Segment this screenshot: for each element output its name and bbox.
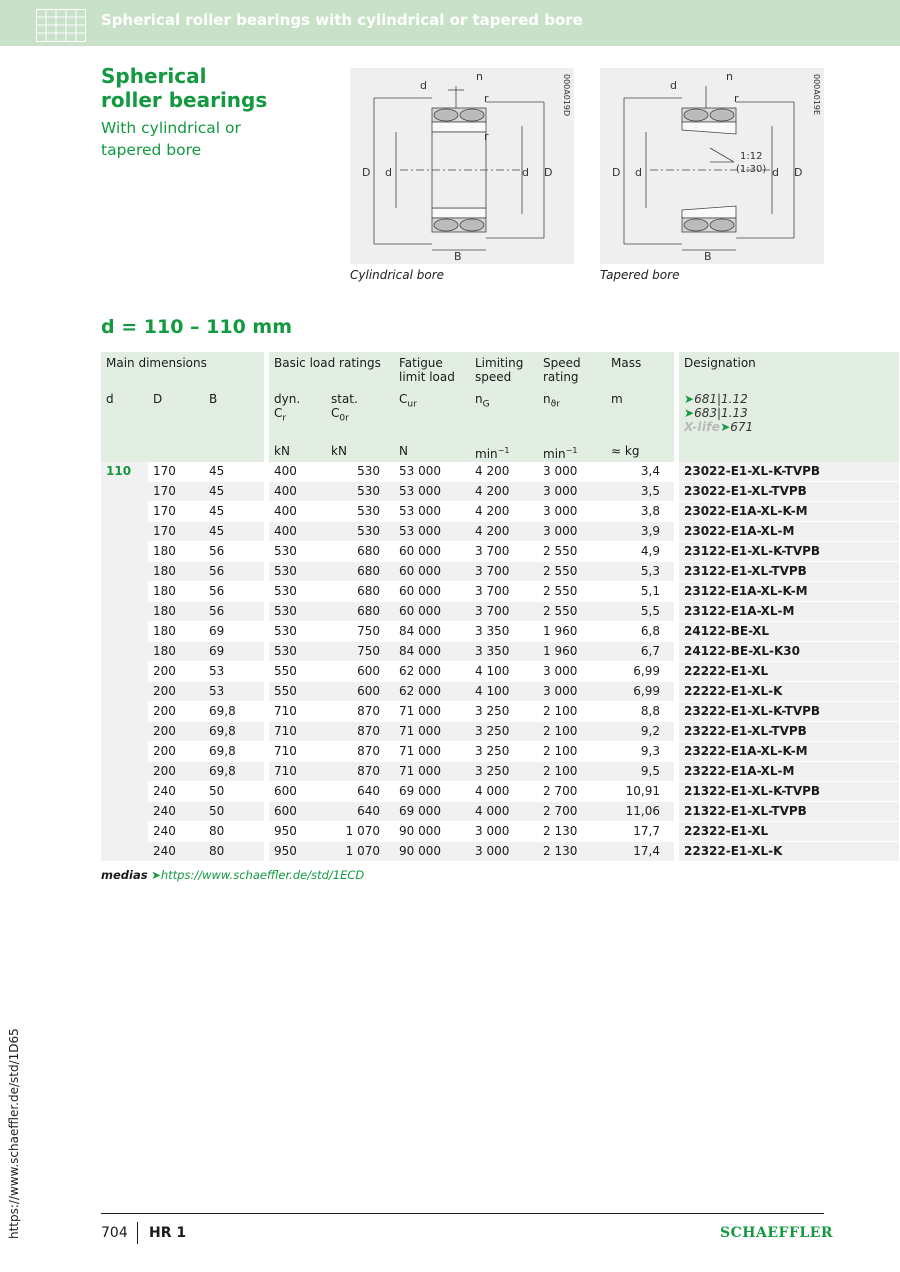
cell-Cr: 530 — [269, 542, 326, 562]
svg-text:B: B — [704, 250, 712, 263]
cell-nG: 3 350 — [470, 622, 538, 642]
cell-mass: 5,5 — [606, 602, 674, 622]
table-body — [101, 462, 899, 862]
table-row — [101, 542, 899, 562]
cell-ntr: 3 000 — [538, 462, 606, 482]
cell-nG: 3 250 — [470, 702, 538, 722]
svg-text:D: D — [612, 166, 621, 179]
cell-C0r: 530 — [326, 482, 394, 502]
svg-text:d: d — [522, 166, 529, 179]
cell-Cur: 60 000 — [394, 542, 470, 562]
cell-Cr: 550 — [269, 682, 326, 702]
cell-D: 180 — [148, 622, 204, 642]
table-row — [101, 562, 899, 582]
page-number: 704 — [101, 1225, 128, 1241]
cell-mass: 5,3 — [606, 562, 674, 582]
cell-ntr: 2 100 — [538, 722, 606, 742]
cell-Cr: 530 — [269, 562, 326, 582]
cell-C0r: 750 — [326, 642, 394, 662]
cell-nG: 4 200 — [470, 502, 538, 522]
tapered-bore-drawing — [600, 68, 824, 264]
taper-ratio: 1:12 — [740, 151, 763, 162]
cell-D: 170 — [148, 522, 204, 542]
cell-C0r: 530 — [326, 522, 394, 542]
cell-Cur: 53 000 — [394, 482, 470, 502]
cell-ntr: 2 550 — [538, 562, 606, 582]
cell-B: 69,8 — [204, 702, 264, 722]
svg-text:n: n — [726, 70, 733, 83]
cell-B: 69 — [204, 622, 264, 642]
figure-cylindrical-bore — [350, 68, 574, 264]
band-title: Spherical roller bearings with cylindrical or tapered bore — [101, 11, 583, 29]
cell-mass: 17,7 — [606, 822, 674, 842]
cell-B: 56 — [204, 562, 264, 582]
cell-C0r: 680 — [326, 602, 394, 622]
cell-d: 110 — [101, 462, 148, 862]
figure-code: 000A019E — [812, 74, 821, 116]
svg-text:D: D — [794, 166, 803, 179]
cell-nG: 3 700 — [470, 542, 538, 562]
cell-ntr: 3 000 — [538, 482, 606, 502]
svg-text:d: d — [385, 166, 392, 179]
cell-Cur: 53 000 — [394, 462, 470, 482]
header-mass: Mass — [606, 352, 674, 390]
svg-text:r: r — [734, 92, 739, 105]
cell-Cr: 950 — [269, 822, 326, 842]
cell-B: 45 — [204, 502, 264, 522]
subheader-D: D — [148, 390, 204, 462]
table-row — [101, 522, 899, 542]
cell-nG: 3 000 — [470, 822, 538, 842]
cell-Cur: 69 000 — [394, 802, 470, 822]
cell-Cr: 550 — [269, 662, 326, 682]
cell-nG: 3 250 — [470, 762, 538, 782]
cell-ntr: 2 130 — [538, 842, 606, 862]
cell-C0r: 870 — [326, 702, 394, 722]
taper-ratio-alt: (1:30) — [736, 164, 767, 175]
brand-logo: SCHAEFFLER — [720, 1225, 834, 1241]
svg-text:r: r — [484, 92, 489, 105]
cell-D: 180 — [148, 602, 204, 622]
cell-Cur: 71 000 — [394, 722, 470, 742]
cell-C0r: 870 — [326, 722, 394, 742]
svg-text:d: d — [772, 166, 779, 179]
cell-Cr: 530 — [269, 602, 326, 622]
cell-ntr: 2 130 — [538, 822, 606, 842]
cell-mass: 6,7 — [606, 642, 674, 662]
header-designation: Designation — [679, 352, 899, 390]
cell-nG: 4 100 — [470, 682, 538, 702]
cell-mass: 3,8 — [606, 502, 674, 522]
cell-D: 180 — [148, 542, 204, 562]
cell-D: 200 — [148, 702, 204, 722]
x-life-logo: X-life — [684, 420, 721, 434]
cell-D: 200 — [148, 742, 204, 762]
cell-D: 200 — [148, 662, 204, 682]
cell-ntr: 2 100 — [538, 742, 606, 762]
cell-D: 200 — [148, 762, 204, 782]
cell-C0r: 1 070 — [326, 822, 394, 842]
cell-C0r: 640 — [326, 782, 394, 802]
cell-Cr: 400 — [269, 502, 326, 522]
cell-mass: 11,06 — [606, 802, 674, 822]
cell-D: 170 — [148, 482, 204, 502]
figure-tapered-bore — [600, 68, 824, 264]
cell-B: 56 — [204, 582, 264, 602]
cell-C0r: 680 — [326, 582, 394, 602]
cell-Cr: 530 — [269, 642, 326, 662]
cell-Cr: 600 — [269, 802, 326, 822]
subheader-C0r: stat. $C_{0r}$ kN — [326, 390, 394, 462]
cell-D: 180 — [148, 582, 204, 602]
cell-mass: 3,9 — [606, 522, 674, 542]
cell-designation: 23022-E1A-XL-K-M — [679, 502, 899, 522]
header-fatigue-limit-load: Fatigue limit load — [394, 352, 470, 390]
cell-Cr: 400 — [269, 462, 326, 482]
cell-nG: 4 200 — [470, 482, 538, 502]
cell-designation: 23022-E1A-XL-M — [679, 522, 899, 542]
cell-mass: 9,3 — [606, 742, 674, 762]
cell-Cr: 710 — [269, 722, 326, 742]
header-band — [0, 0, 900, 46]
table-row — [101, 802, 899, 822]
cell-nG: 3 700 — [470, 602, 538, 622]
cell-ntr: 2 550 — [538, 542, 606, 562]
cell-nG: 4 100 — [470, 662, 538, 682]
cell-B: 69,8 — [204, 722, 264, 742]
cell-designation: 23222-E1-XL-K-TVPB — [679, 702, 899, 722]
cell-ntr: 2 550 — [538, 602, 606, 622]
table-row — [101, 742, 899, 762]
bearing-table — [101, 352, 899, 862]
catalog-code: HR 1 — [149, 1225, 187, 1241]
cell-designation: 24122-BE-XL — [679, 622, 899, 642]
table-row — [101, 702, 899, 722]
cell-Cr: 710 — [269, 702, 326, 722]
cell-Cur: 90 000 — [394, 842, 470, 862]
cell-ntr: 3 000 — [538, 502, 606, 522]
cell-B: 50 — [204, 782, 264, 802]
cell-nG: 3 700 — [470, 562, 538, 582]
svg-text:d: d — [420, 79, 427, 92]
cell-C0r: 600 — [326, 662, 394, 682]
header-basic-load-ratings: Basic load ratings — [269, 352, 394, 390]
cell-Cur: 71 000 — [394, 742, 470, 762]
cell-C0r: 750 — [326, 622, 394, 642]
cell-designation: 23022-E1-XL-TVPB — [679, 482, 899, 502]
cell-Cr: 950 — [269, 842, 326, 862]
cell-nG: 4 000 — [470, 802, 538, 822]
cell-C0r: 1 070 — [326, 842, 394, 862]
caption-cylindrical: Cylindrical bore — [350, 268, 445, 282]
cell-ntr: 2 100 — [538, 702, 606, 722]
cell-nG: 3 350 — [470, 642, 538, 662]
cell-Cur: 53 000 — [394, 522, 470, 542]
cell-B: 45 — [204, 462, 264, 482]
cell-B: 80 — [204, 822, 264, 842]
section-subtitle: With cylindrical or tapered bore — [101, 119, 241, 159]
cell-ntr: 3 000 — [538, 662, 606, 682]
cell-D: 200 — [148, 722, 204, 742]
medias-label: medias — [101, 868, 148, 882]
svg-text:n: n — [476, 70, 483, 83]
cell-designation: 23222-E1A-XL-K-M — [679, 742, 899, 762]
cell-C0r: 530 — [326, 462, 394, 482]
cell-D: 240 — [148, 822, 204, 842]
cell-Cr: 710 — [269, 762, 326, 782]
cell-Cur: 69 000 — [394, 782, 470, 802]
medias-link-line — [101, 868, 364, 882]
cell-Cr: 400 — [269, 522, 326, 542]
cell-D: 200 — [148, 682, 204, 702]
cell-designation: 23122-E1-XL-TVPB — [679, 562, 899, 582]
svg-text:r: r — [484, 130, 489, 143]
header-main-dimensions: Main dimensions — [101, 352, 264, 390]
cell-B: 56 — [204, 542, 264, 562]
cell-ntr: 3 000 — [538, 522, 606, 542]
cell-C0r: 530 — [326, 502, 394, 522]
table-row — [101, 842, 899, 862]
cell-B: 69,8 — [204, 742, 264, 762]
subheader-m: m ≈ kg — [606, 390, 674, 462]
cell-mass: 6,99 — [606, 682, 674, 702]
subheader-B: B — [204, 390, 264, 462]
cell-D: 180 — [148, 562, 204, 582]
cell-C0r: 870 — [326, 762, 394, 782]
table-row — [101, 722, 899, 742]
cell-ntr: 1 960 — [538, 642, 606, 662]
cell-designation: 21322-E1-XL-TVPB — [679, 802, 899, 822]
cell-designation: 22322-E1-XL-K — [679, 842, 899, 862]
svg-text:d: d — [670, 79, 677, 92]
cell-nG: 4 200 — [470, 462, 538, 482]
cell-D: 180 — [148, 642, 204, 662]
cell-mass: 10,91 — [606, 782, 674, 802]
cell-designation: 23022-E1-XL-K-TVPB — [679, 462, 899, 482]
cell-D: 170 — [148, 502, 204, 522]
cell-Cur: 53 000 — [394, 502, 470, 522]
cell-Cr: 530 — [269, 582, 326, 602]
table-grid-icon — [36, 9, 86, 42]
cell-nG: 4 200 — [470, 522, 538, 542]
range-title: d = 110 – 110 mm — [101, 316, 293, 338]
cell-ntr: 2 550 — [538, 582, 606, 602]
cell-ntr: 2 100 — [538, 762, 606, 782]
table-row — [101, 482, 899, 502]
svg-text:D: D — [362, 166, 371, 179]
cell-mass: 4,9 — [606, 542, 674, 562]
table-row — [101, 682, 899, 702]
side-url[interactable]: https://www.schaeffler.de/std/1D65 — [7, 1028, 21, 1239]
table-row — [101, 662, 899, 682]
ref-671[interactable]: 671 — [730, 420, 754, 434]
cell-designation: 21322-E1-XL-K-TVPB — [679, 782, 899, 802]
table-row — [101, 622, 899, 642]
cell-nG: 4 000 — [470, 782, 538, 802]
cell-nG: 3 250 — [470, 722, 538, 742]
medias-arrow-icon: ➤ — [151, 868, 161, 882]
table-row — [101, 642, 899, 662]
cell-C0r: 640 — [326, 802, 394, 822]
cell-Cur: 84 000 — [394, 642, 470, 662]
cell-B: 50 — [204, 802, 264, 822]
subheader-d: d — [101, 390, 148, 462]
subheader-nG: $n_G$ $\min^{-1}$ — [470, 390, 538, 462]
cell-Cur: 71 000 — [394, 702, 470, 722]
cell-Cr: 710 — [269, 742, 326, 762]
table-row — [101, 582, 899, 602]
cell-Cr: 600 — [269, 782, 326, 802]
cell-designation: 23122-E1A-XL-K-M — [679, 582, 899, 602]
cell-B: 53 — [204, 682, 264, 702]
cell-designation: 24122-BE-XL-K30 — [679, 642, 899, 662]
cell-mass: 6,8 — [606, 622, 674, 642]
medias-link[interactable]: https://www.schaeffler.de/std/1ECD — [160, 868, 365, 882]
cell-Cr: 400 — [269, 482, 326, 502]
cell-B: 69 — [204, 642, 264, 662]
table-row — [101, 602, 899, 622]
table-row — [101, 822, 899, 842]
cell-mass: 9,5 — [606, 762, 674, 782]
table-row — [101, 782, 899, 802]
cell-D: 240 — [148, 802, 204, 822]
cell-nG: 3 000 — [470, 842, 538, 862]
svg-text:D: D — [544, 166, 553, 179]
cell-Cur: 62 000 — [394, 682, 470, 702]
footer-separator — [137, 1222, 138, 1244]
cell-mass: 5,1 — [606, 582, 674, 602]
cell-B: 80 — [204, 842, 264, 862]
footer-divider — [101, 1213, 824, 1214]
cell-designation: 23122-E1A-XL-M — [679, 602, 899, 622]
cell-nG: 3 700 — [470, 582, 538, 602]
section-title: Spherical roller bearings — [101, 64, 268, 112]
header-speed-rating: Speed rating — [538, 352, 606, 390]
cell-C0r: 680 — [326, 562, 394, 582]
cell-B: 53 — [204, 662, 264, 682]
cell-designation: 22222-E1-XL — [679, 662, 899, 682]
cell-designation: 23222-E1-XL-TVPB — [679, 722, 899, 742]
designation-references: ➤681|1.12 ➤683|1.13 X-life➤671 — [679, 390, 899, 462]
cell-mass: 6,99 — [606, 662, 674, 682]
cell-B: 69,8 — [204, 762, 264, 782]
cell-ntr: 3 000 — [538, 682, 606, 702]
cell-B: 56 — [204, 602, 264, 622]
table-row — [101, 462, 899, 482]
cell-designation: 23122-E1-XL-K-TVPB — [679, 542, 899, 562]
cell-ntr: 2 700 — [538, 782, 606, 802]
cell-B: 45 — [204, 482, 264, 502]
cylindrical-bore-drawing — [350, 68, 574, 264]
cell-D: 170 — [148, 462, 204, 482]
ref-681[interactable]: 681 — [694, 392, 717, 406]
cell-Cr: 530 — [269, 622, 326, 642]
cell-Cur: 60 000 — [394, 582, 470, 602]
cell-Cur: 60 000 — [394, 562, 470, 582]
cell-C0r: 680 — [326, 542, 394, 562]
cell-designation: 23222-E1A-XL-M — [679, 762, 899, 782]
cell-C0r: 600 — [326, 682, 394, 702]
subheader-Cr: dyn. $C_r$ kN — [269, 390, 326, 462]
cell-mass: 9,2 — [606, 722, 674, 742]
cell-D: 240 — [148, 782, 204, 802]
table-row — [101, 762, 899, 782]
cell-ntr: 2 700 — [538, 802, 606, 822]
subheader-ntr: $n_{ϑr}$ $\min^{-1}$ — [538, 390, 606, 462]
cell-mass: 3,4 — [606, 462, 674, 482]
cell-B: 45 — [204, 522, 264, 542]
cell-C0r: 870 — [326, 742, 394, 762]
svg-text:d: d — [635, 166, 642, 179]
cell-designation: 22222-E1-XL-K — [679, 682, 899, 702]
cell-ntr: 1 960 — [538, 622, 606, 642]
figure-code: 000A019D — [562, 74, 571, 117]
caption-tapered: Tapered bore — [600, 268, 680, 282]
cell-Cur: 71 000 — [394, 762, 470, 782]
cell-mass: 3,5 — [606, 482, 674, 502]
cell-D: 240 — [148, 842, 204, 862]
subheader-Cur: $C_{ur}$ N — [394, 390, 470, 462]
cell-Cur: 60 000 — [394, 602, 470, 622]
header-limiting-speed: Limiting speed — [470, 352, 538, 390]
cell-Cur: 90 000 — [394, 822, 470, 842]
cell-Cur: 84 000 — [394, 622, 470, 642]
svg-text:B: B — [454, 250, 462, 263]
cell-nG: 3 250 — [470, 742, 538, 762]
cell-mass: 8,8 — [606, 702, 674, 722]
cell-designation: 22322-E1-XL — [679, 822, 899, 842]
cell-mass: 17,4 — [606, 842, 674, 862]
table-row — [101, 502, 899, 522]
cell-Cur: 62 000 — [394, 662, 470, 682]
ref-683[interactable]: 683 — [694, 406, 717, 420]
